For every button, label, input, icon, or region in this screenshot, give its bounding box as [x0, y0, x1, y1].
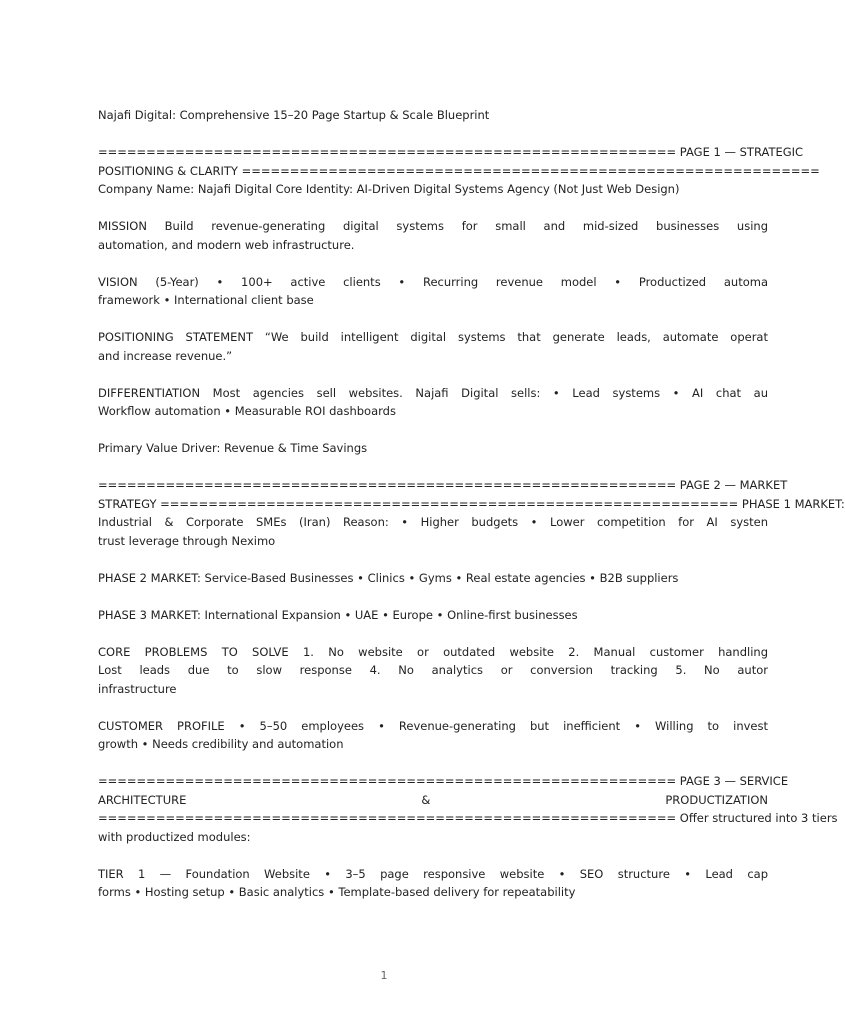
paragraph-line: Primary Value Driver: Revenue & Time Savings — [98, 441, 368, 455]
paragraph-line: framework • International client base — [98, 293, 314, 307]
paragraph-line: POSITIONING STATEMENT “We build intelligent digital systems that generate leads, automate operat — [98, 330, 768, 344]
paragraph — [98, 217, 768, 254]
document-title: Najafi Digital: Comprehensive 15–20 Page Startup & Scale Blueprint — [98, 108, 490, 122]
paragraph-line: ============================================================ PAGE 3 — SERVICE — [98, 774, 789, 788]
paragraph-line: DIFFERENTIATION Most agencies sell websites. Najafi Digital sells: • Lead systems • AI chat au — [98, 385, 768, 400]
paragraph-line: ============================================================ PAGE 2 — MARKET — [98, 478, 788, 492]
paragraph — [98, 384, 768, 421]
paragraph — [98, 143, 820, 199]
paragraph — [98, 772, 838, 846]
paragraph — [98, 569, 768, 588]
paragraph-line: PHASE 3 MARKET: International Expansion • UAE • Europe • Online-first businesses — [98, 607, 578, 622]
page-number: 1 — [380, 969, 388, 982]
paragraph — [98, 865, 768, 902]
paragraph-line: infrastructure — [98, 681, 177, 696]
paragraph-line: CUSTOMER PROFILE • 5–50 employees • Revenue-generating but inefficient • Willing to invest — [98, 718, 768, 733]
paragraph-line: PHASE 2 MARKET: Service-Based Businesses • Clinics • Gyms • Real estate agencies • B2B suppliers — [98, 570, 679, 585]
paragraph-line: ============================================================ PAGE 1 — STRATEGIC — [98, 145, 804, 159]
paragraph — [98, 328, 768, 365]
document-body — [98, 143, 845, 920]
paragraph-line: Company Name: Najafi Digital Core Identity: AI-Driven Digital Systems Agency (Not Just Web Design) — [98, 182, 680, 196]
paragraph-line: trust leverage through Neximo — [98, 533, 276, 548]
paragraph-line: Industrial & Corporate SMEs (Iran) Reason: • Higher budgets • Lower competition for AI systen — [98, 515, 768, 529]
paragraph — [98, 439, 768, 458]
paragraph — [98, 273, 768, 310]
paragraph-line: Lost leads due to slow response 4. No analytics or conversion tracking 5. No autor — [98, 663, 768, 677]
paragraph-line: forms • Hosting setup • Basic analytics • Template-based delivery for repeatability — [98, 885, 576, 899]
paragraph-line: STRATEGY ============================================================ PHASE 1 MARKET: — [98, 496, 845, 511]
paragraph-line: CORE PROBLEMS TO SOLVE 1. No website or outdated website 2. Manual customer handling — [98, 644, 768, 659]
paragraph — [98, 606, 768, 625]
paragraph-line: TIER 1 — Foundation Website • 3–5 page responsive website • SEO structure • Lead cap — [98, 866, 768, 881]
paragraph-line: Workflow automation • Measurable ROI dashboards — [98, 404, 396, 418]
paragraph — [98, 476, 845, 550]
paragraph-line: and increase revenue.” — [98, 348, 233, 363]
paragraph-line: VISION (5-Year) • 100+ active clients • Recurring revenue model • Productized automa — [98, 274, 768, 289]
paragraph — [98, 717, 768, 754]
paragraph-line: ARCHITECTURE & PRODUCTIZATION — [98, 792, 768, 807]
paragraph-line: MISSION Build revenue-generating digital systems for small and mid-sized businesses using — [98, 219, 768, 233]
paragraph-line: POSITIONING & CLARITY ============================================================ — [98, 163, 820, 178]
paragraph — [98, 643, 768, 699]
paragraph-line: growth • Needs credibility and automation — [98, 737, 344, 751]
paragraph-line: with productized modules: — [98, 829, 251, 844]
paragraph-line: ============================================================ Offer structured into 3 tiers — [98, 811, 838, 825]
paragraph-line: automation, and modern web infrastructure. — [98, 237, 355, 252]
